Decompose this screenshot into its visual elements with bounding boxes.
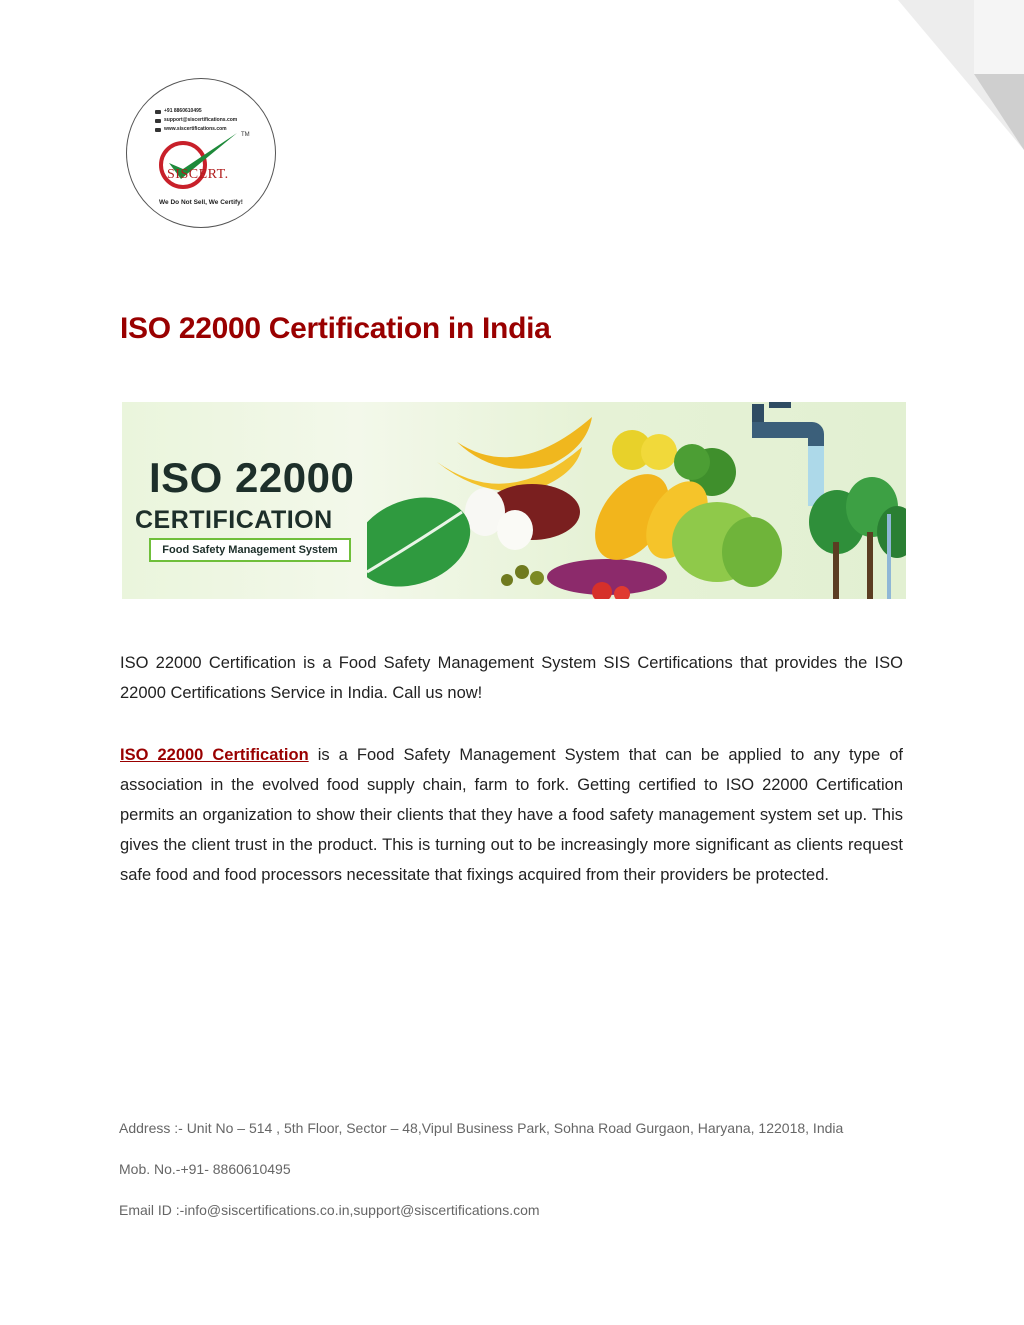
- logo-email: support@siscertifications.com: [164, 117, 238, 123]
- phone-icon: [155, 110, 161, 114]
- banner-subheading: CERTIFICATION: [135, 506, 333, 534]
- logo-email-row: [155, 116, 255, 125]
- iso-22000-link[interactable]: ISO 22000 Certification: [120, 746, 309, 764]
- intro-paragraph: ISO 22000 Certification is a Food Safety Management System SIS Certifications that provides the ISO 22000 Certifications Service in India. Call us now!: [120, 654, 903, 702]
- logo-phone-row: [155, 107, 255, 116]
- logo-phone: +91 8860610495: [164, 108, 202, 114]
- footer-email: Email ID :-info@siscertifications.co.in,support@siscertifications.com: [119, 1202, 540, 1218]
- page-corner-decoration: [874, 0, 1024, 150]
- description-paragraph: [120, 740, 903, 890]
- food-illustration: [367, 402, 906, 599]
- trademark-label: TM: [241, 132, 250, 138]
- footer-address: Address :- Unit No – 514 , 5th Floor, Sector – 48,Vipul Business Park, Sohna Road Gurgaon, Haryana, 122018, India: [119, 1120, 844, 1136]
- footer-mobile: Mob. No.-+91- 8860610495: [119, 1161, 291, 1177]
- logo-website: www.siscertifications.com: [164, 126, 227, 132]
- banner-heading: ISO 22000: [149, 454, 355, 501]
- mail-icon: [155, 119, 161, 123]
- company-logo: [126, 78, 276, 228]
- logo-brand-text: SISCERT.: [167, 167, 229, 182]
- banner-box-label: Food Safety Management System: [149, 538, 351, 562]
- logo-tagline: We Do Not Sell, We Certify!: [159, 199, 243, 206]
- page-title: ISO 22000 Certification in India: [120, 312, 551, 345]
- description-text: is a Food Safety Management System that can be applied to any type of association in the evolved food supply chain, farm to fork. Getting certified to ISO 22000 Certification permits an organization to show their clients that they have a food safety management system set up. This gives the client trust in the product. This is turning out to be increasingly more significant as clients request safe food and food processors necessitate that fixings acquired from their providers be protected.: [120, 746, 903, 884]
- iso-banner-image: [122, 402, 906, 599]
